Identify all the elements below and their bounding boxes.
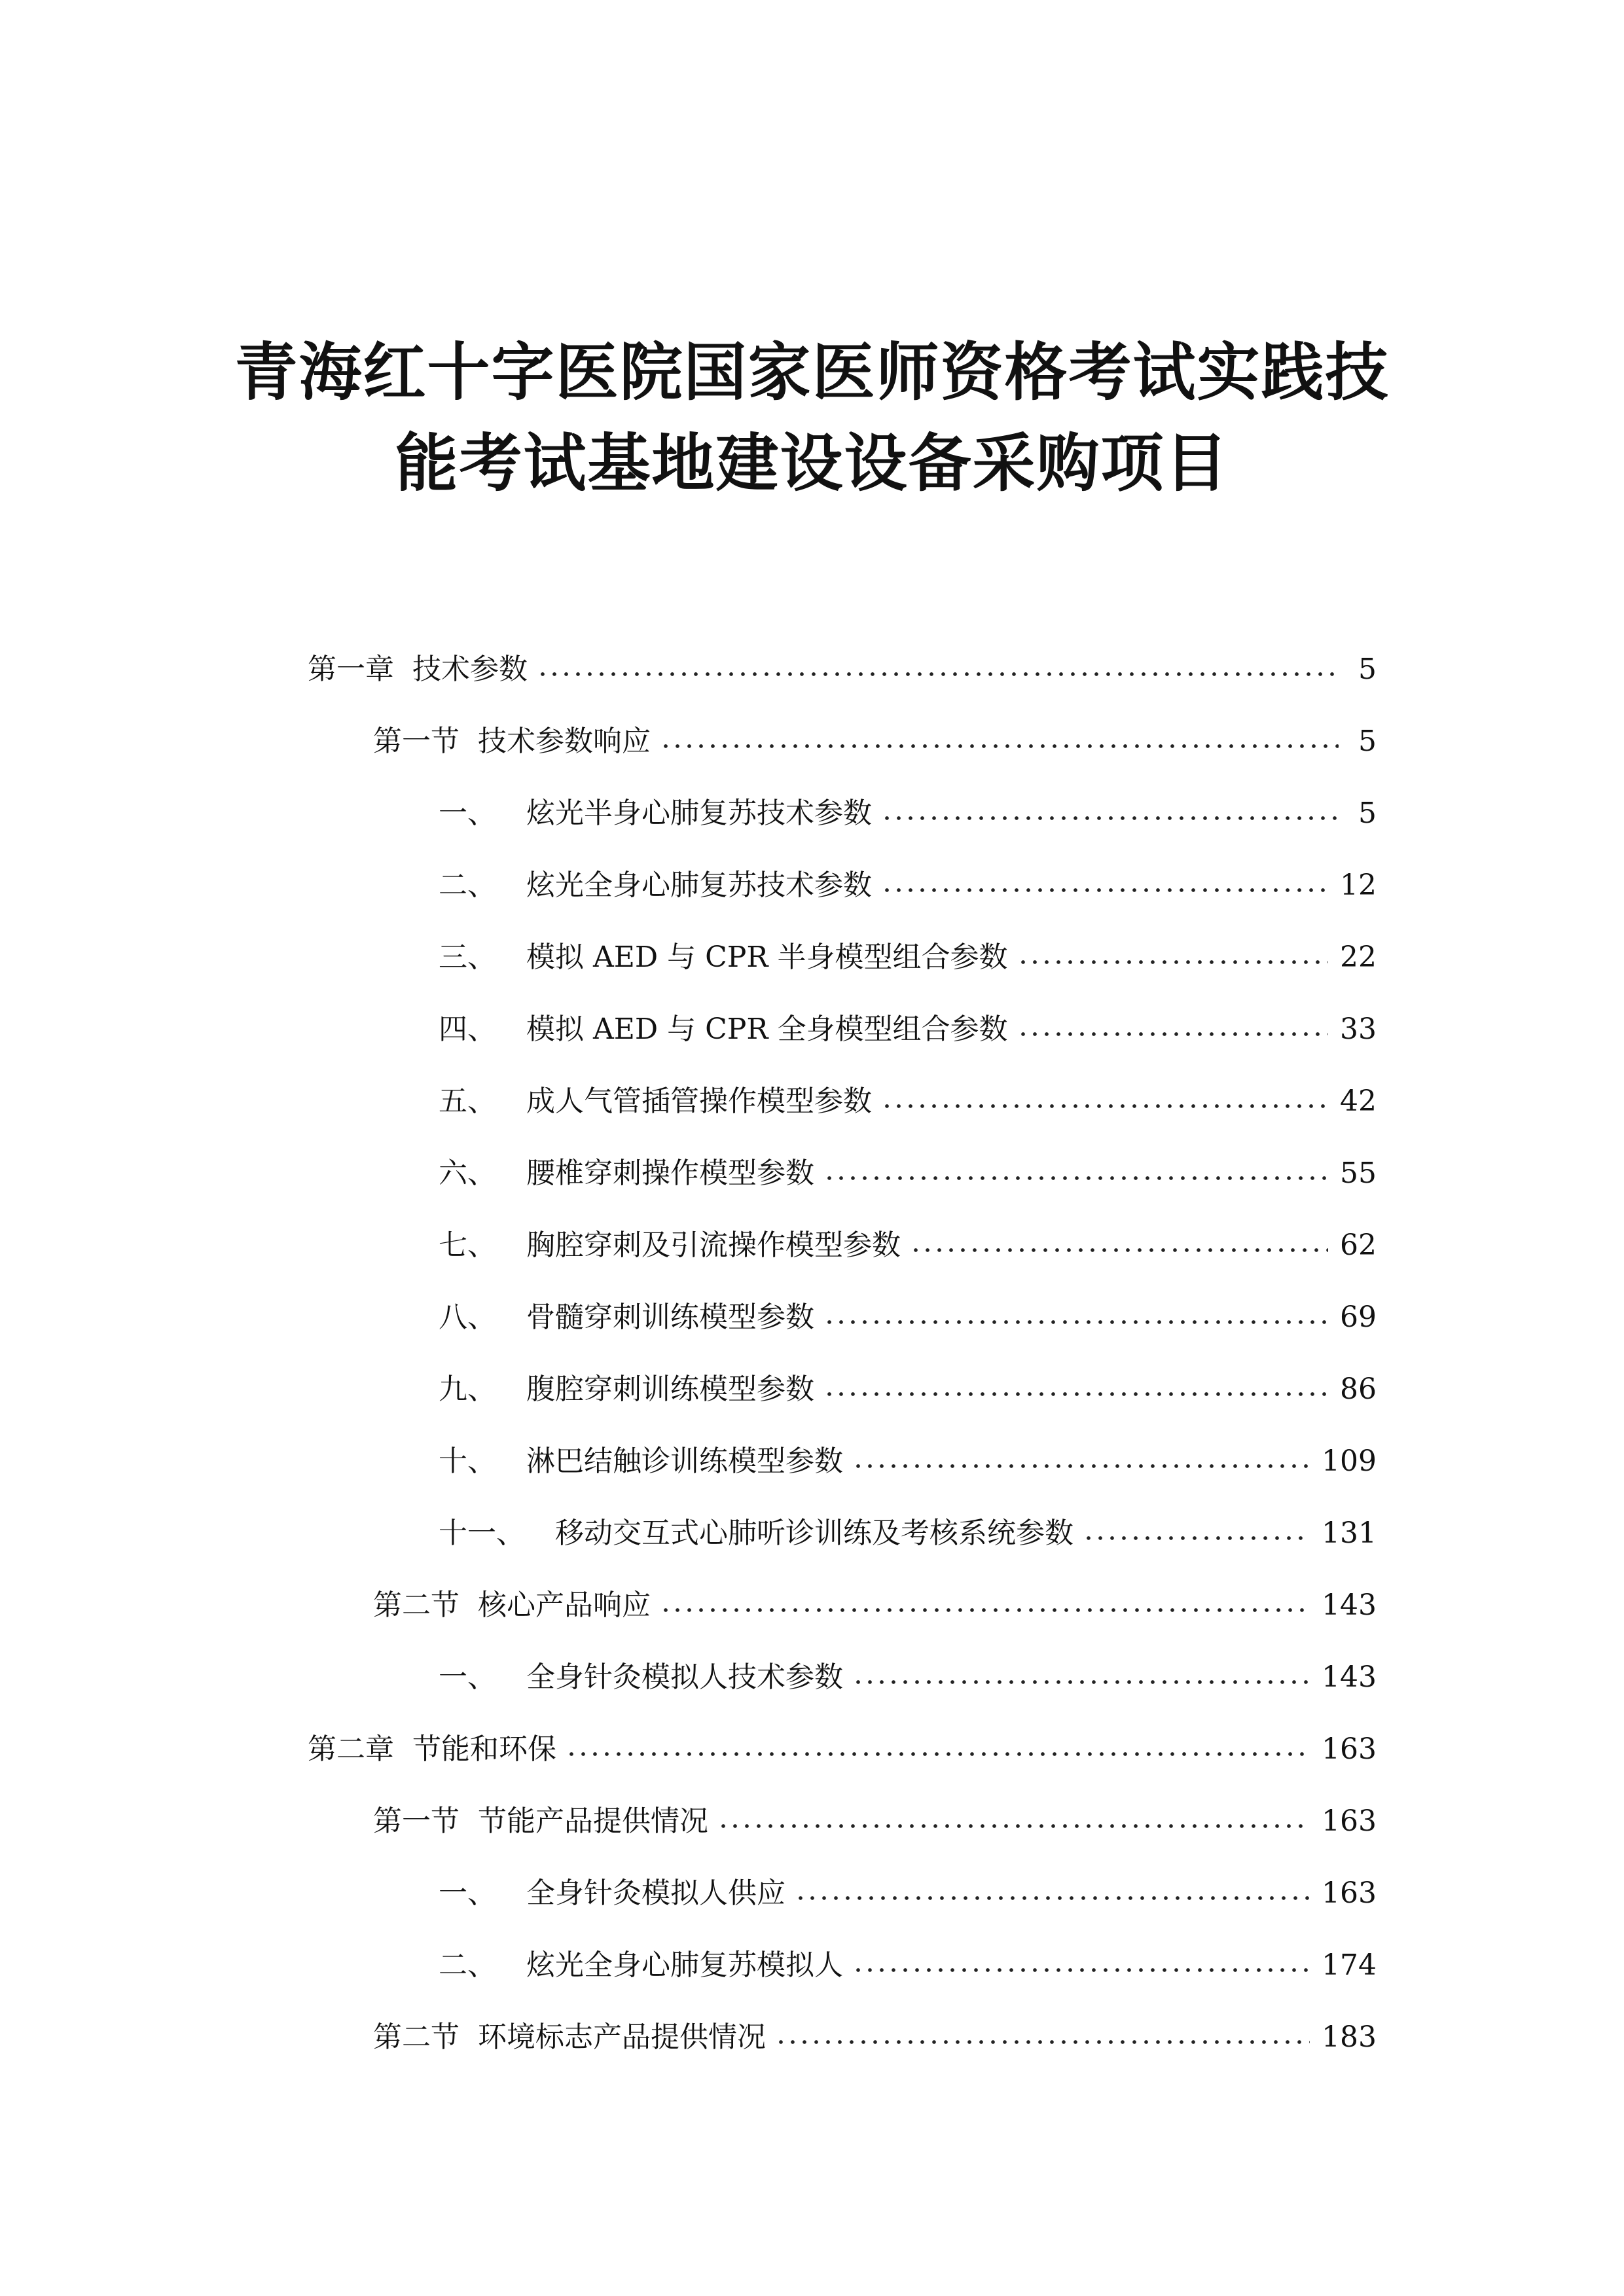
toc-dot-leader xyxy=(660,1608,1310,1612)
toc-dot-leader xyxy=(881,1104,1328,1108)
toc-entry-title: 淋巴结触诊训练模型参数 xyxy=(526,1444,843,1478)
toc-entry-number: 二、 xyxy=(439,869,496,902)
toc-entry-number: 一、 xyxy=(439,1876,496,1910)
toc-entry-number: 六、 xyxy=(439,1157,496,1190)
toc-entry[interactable] xyxy=(308,1570,1377,1641)
toc-entry-page: 42 xyxy=(1340,1085,1377,1118)
toc-entry-number: 十、 xyxy=(439,1444,496,1478)
toc-entry-page: 143 xyxy=(1322,1588,1377,1622)
toc-entry[interactable] xyxy=(308,634,1377,706)
toc-entry[interactable] xyxy=(308,1066,1377,1138)
title-line-2: 能考试基地建设设备采购项目 xyxy=(395,427,1229,501)
toc-entry-page: 183 xyxy=(1322,2020,1377,2054)
toc-entry-title: 炫光半身心肺复苏技术参数 xyxy=(526,797,872,830)
toc-entry-title: 核心产品响应 xyxy=(478,1588,651,1622)
toc-dot-leader xyxy=(910,1248,1328,1252)
toc-entry-number: 第二节 xyxy=(373,1588,460,1622)
toc-entry-title: 全身针灸模拟人技术参数 xyxy=(526,1660,843,1694)
toc-dot-leader xyxy=(717,1824,1310,1828)
toc-entry[interactable] xyxy=(308,1498,1377,1570)
toc-entry[interactable] xyxy=(308,1713,1377,1785)
toc-entry-page: 86 xyxy=(1340,1372,1377,1406)
toc-entry-number: 第二章 xyxy=(308,1732,394,1766)
toc-entry-title: 腹腔穿刺训练模型参数 xyxy=(526,1372,814,1406)
toc-entry[interactable] xyxy=(308,706,1377,778)
toc-entry[interactable] xyxy=(308,1857,1377,1929)
toc-entry-page: 163 xyxy=(1322,1876,1377,1910)
toc-entry-title: 骨髓穿刺训练模型参数 xyxy=(526,1300,814,1334)
toc-dot-leader xyxy=(881,816,1339,820)
toc-entry-title: 技术参数响应 xyxy=(478,725,651,758)
title-line-1: 青海红十字医院国家医师资格考试实践技 xyxy=(234,336,1390,409)
toc-entry-number: 第一节 xyxy=(373,725,460,758)
toc-entry-number: 十一、 xyxy=(439,1516,525,1550)
toc-entry[interactable] xyxy=(308,994,1377,1066)
toc-entry-title: 移动交互式心肺听诊训练及考核系统参数 xyxy=(555,1516,1074,1550)
toc-entry-number: 四、 xyxy=(439,1013,496,1046)
toc-entry[interactable] xyxy=(308,1641,1377,1713)
toc-entry-page: 22 xyxy=(1340,941,1377,974)
toc-dot-leader xyxy=(1017,1032,1328,1036)
table-of-contents xyxy=(308,634,1377,2073)
toc-entry-number: 五、 xyxy=(439,1085,496,1118)
toc-entry-page: 69 xyxy=(1340,1300,1377,1334)
toc-entry-number: 九、 xyxy=(439,1372,496,1406)
toc-dot-leader xyxy=(852,1968,1310,1972)
toc-dot-leader xyxy=(775,2040,1310,2044)
toc-entry-page: 109 xyxy=(1322,1444,1377,1478)
toc-entry[interactable] xyxy=(308,922,1377,994)
toc-entry-page: 174 xyxy=(1322,1948,1377,1982)
toc-entry-page: 163 xyxy=(1322,1732,1377,1766)
toc-entry[interactable] xyxy=(308,1138,1377,1210)
toc-entry[interactable] xyxy=(308,850,1377,922)
toc-entry-title: 胸腔穿刺及引流操作模型参数 xyxy=(526,1229,901,1262)
toc-dot-leader xyxy=(823,1176,1328,1180)
toc-entry[interactable] xyxy=(308,2001,1377,2073)
toc-entry-page: 5 xyxy=(1358,653,1377,686)
toc-entry-title: 成人气管插管操作模型参数 xyxy=(526,1085,872,1118)
toc-entry-title: 节能产品提供情况 xyxy=(478,1804,708,1838)
toc-entry-page: 131 xyxy=(1322,1516,1377,1550)
toc-entry-number: 一、 xyxy=(439,1660,496,1694)
toc-entry-page: 5 xyxy=(1358,725,1377,758)
toc-entry[interactable] xyxy=(308,1929,1377,2001)
toc-entry[interactable] xyxy=(308,778,1377,850)
toc-dot-leader xyxy=(852,1680,1310,1684)
toc-entry-title: 节能和环保 xyxy=(412,1732,556,1766)
toc-entry-number: 第二节 xyxy=(373,2020,460,2054)
toc-entry-title: 炫光全身心肺复苏模拟人 xyxy=(526,1948,843,1982)
toc-entry-page: 12 xyxy=(1340,869,1377,902)
toc-dot-leader xyxy=(795,1896,1310,1900)
toc-entry-page: 163 xyxy=(1322,1804,1377,1838)
toc-entry-number: 第一章 xyxy=(308,653,394,686)
toc-dot-leader xyxy=(537,672,1339,676)
toc-entry-title: 环境标志产品提供情况 xyxy=(478,2020,766,2054)
toc-entry[interactable] xyxy=(308,1426,1377,1498)
toc-entry-title: 腰椎穿刺操作模型参数 xyxy=(526,1157,814,1190)
toc-entry-page: 62 xyxy=(1340,1229,1377,1262)
toc-dot-leader xyxy=(1083,1536,1310,1540)
toc-entry-number: 二、 xyxy=(439,1948,496,1982)
toc-entry-number: 一、 xyxy=(439,797,496,830)
toc-entry-page: 55 xyxy=(1340,1157,1377,1190)
toc-dot-leader xyxy=(566,1752,1310,1756)
toc-dot-leader xyxy=(852,1464,1310,1468)
toc-entry[interactable] xyxy=(308,1282,1377,1354)
toc-entry-number: 第一节 xyxy=(373,1804,460,1838)
toc-entry[interactable] xyxy=(308,1785,1377,1857)
toc-entry-number: 三、 xyxy=(439,941,496,974)
toc-entry[interactable] xyxy=(308,1354,1377,1426)
toc-entry-number: 七、 xyxy=(439,1229,496,1262)
toc-entry-title: 技术参数 xyxy=(412,653,528,686)
toc-entry-title: 炫光全身心肺复苏技术参数 xyxy=(526,869,872,902)
toc-dot-leader xyxy=(1017,960,1328,964)
toc-entry-title: 全身针灸模拟人供应 xyxy=(526,1876,785,1910)
toc-entry-page: 5 xyxy=(1358,797,1377,830)
toc-entry[interactable] xyxy=(308,1210,1377,1282)
toc-entry-title: 模拟 AED 与 CPR 半身模型组合参数 xyxy=(526,941,1008,974)
toc-entry-page: 33 xyxy=(1340,1013,1377,1046)
toc-dot-leader xyxy=(823,1392,1328,1396)
toc-entry-page: 143 xyxy=(1322,1660,1377,1694)
toc-entry-number: 八、 xyxy=(439,1300,496,1334)
toc-dot-leader xyxy=(881,888,1328,892)
document-title xyxy=(0,327,1624,509)
toc-entry-title: 模拟 AED 与 CPR 全身模型组合参数 xyxy=(526,1013,1008,1046)
toc-dot-leader xyxy=(823,1320,1328,1324)
toc-dot-leader xyxy=(660,744,1339,748)
